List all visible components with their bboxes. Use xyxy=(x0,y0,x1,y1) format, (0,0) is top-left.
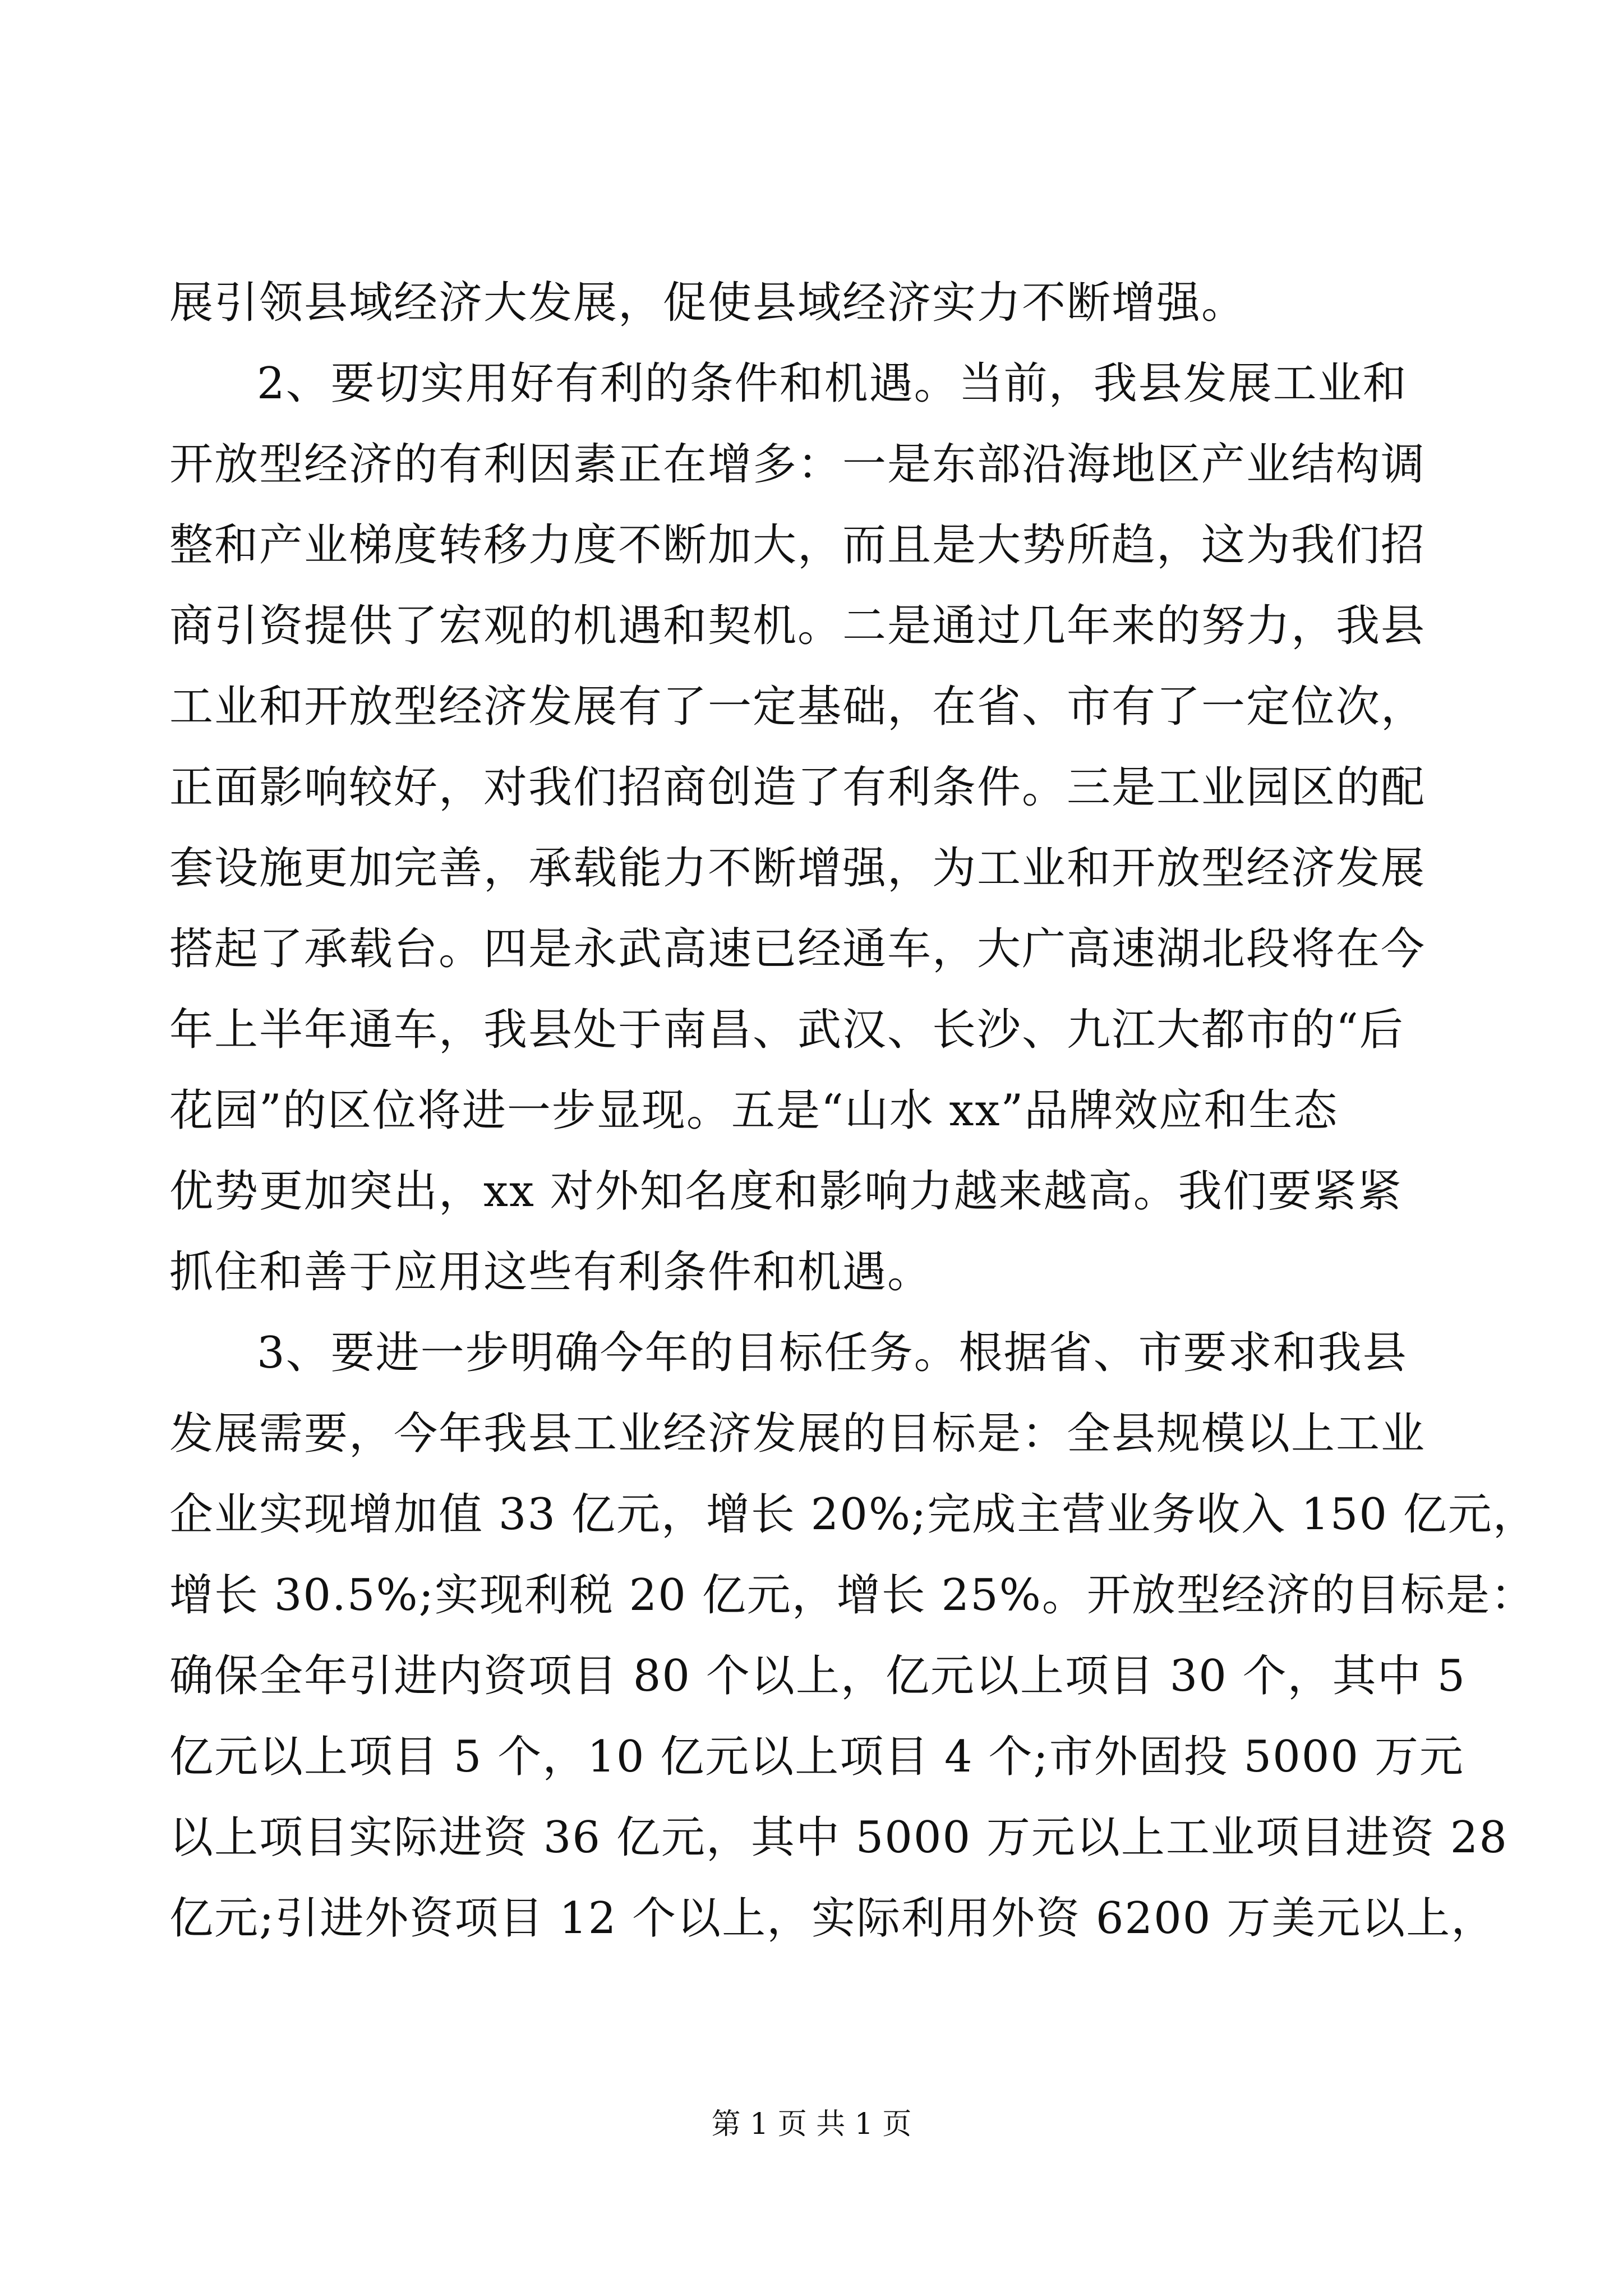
paragraph-3-start: 3、要进一步明确今年的目标任务。根据省、市要求和我县 xyxy=(257,1328,1408,1378)
text-line: 花园”的区位将进一步显现。五是“山水 xx”品牌效应和生态 xyxy=(169,1085,1339,1136)
text-line: 抓住和善于应用这些有利条件和机遇。 xyxy=(169,1247,933,1297)
text-line: 亿元以上项目 5 个，10 亿元以上项目 4 个;市外固投 5000 万元 xyxy=(169,1732,1464,1782)
text-line: 整和产业梯度转移力度不断加大，而且是大势所趋，这为我们招 xyxy=(169,520,1426,570)
text-line: 确保全年引进内资项目 80 个以上，亿元以上项目 30 个，其中 5 xyxy=(169,1651,1467,1701)
text-line: 商引资提供了宏观的机遇和契机。二是通过几年来的努力，我县 xyxy=(169,601,1426,651)
text-line: 工业和开放型经济发展有了一定基础，在省、市有了一定位次， xyxy=(169,682,1426,732)
text-line: 年上半年通车，我县处于南昌、武汉、长沙、九江大都市的“后 xyxy=(169,1005,1404,1055)
text-line: 企业实现增加值 33 亿元，增长 20%;完成主营业务收入 150 亿元， xyxy=(169,1489,1538,1540)
document-body xyxy=(169,263,1538,1959)
text-line: 开放型经济的有利因素正在增多：一是东部沿海地区产业结构调 xyxy=(169,439,1426,490)
text-line: 发展需要，今年我县工业经济发展的目标是：全县规模以上工业 xyxy=(169,1409,1426,1459)
text-line: 亿元;引进外资项目 12 个以上，实际利用外资 6200 万美元以上， xyxy=(169,1893,1496,1944)
text-line: 增长 30.5%;实现利税 20 亿元，增长 25%。开放型经济的目标是： xyxy=(169,1570,1536,1621)
text-line: 优势更加突出，xx 对外知名度和影响力越来越高。我们要紧紧 xyxy=(169,1166,1403,1217)
page-number-footer: 第 1 页 共 1 页 xyxy=(711,2108,912,2141)
text-line: 套设施更加完善，承载能力不断增强，为工业和开放型经济发展 xyxy=(169,843,1426,894)
text-line: 正面影响较好，对我们招商创造了有利条件。三是工业园区的配 xyxy=(169,762,1426,813)
text-line: 搭起了承载台。四是永武高速已经通车，大广高速湖北段将在今 xyxy=(169,924,1426,974)
text-line: 以上项目实际进资 36 亿元，其中 5000 万元以上工业项目进资 28 xyxy=(169,1812,1508,1863)
text-line: 展引领县域经济大发展，促使县域经济实力不断增强。 xyxy=(169,278,1247,328)
paragraph-2-start: 2、要切实用好有利的条件和机遇。当前，我县发展工业和 xyxy=(257,358,1408,409)
